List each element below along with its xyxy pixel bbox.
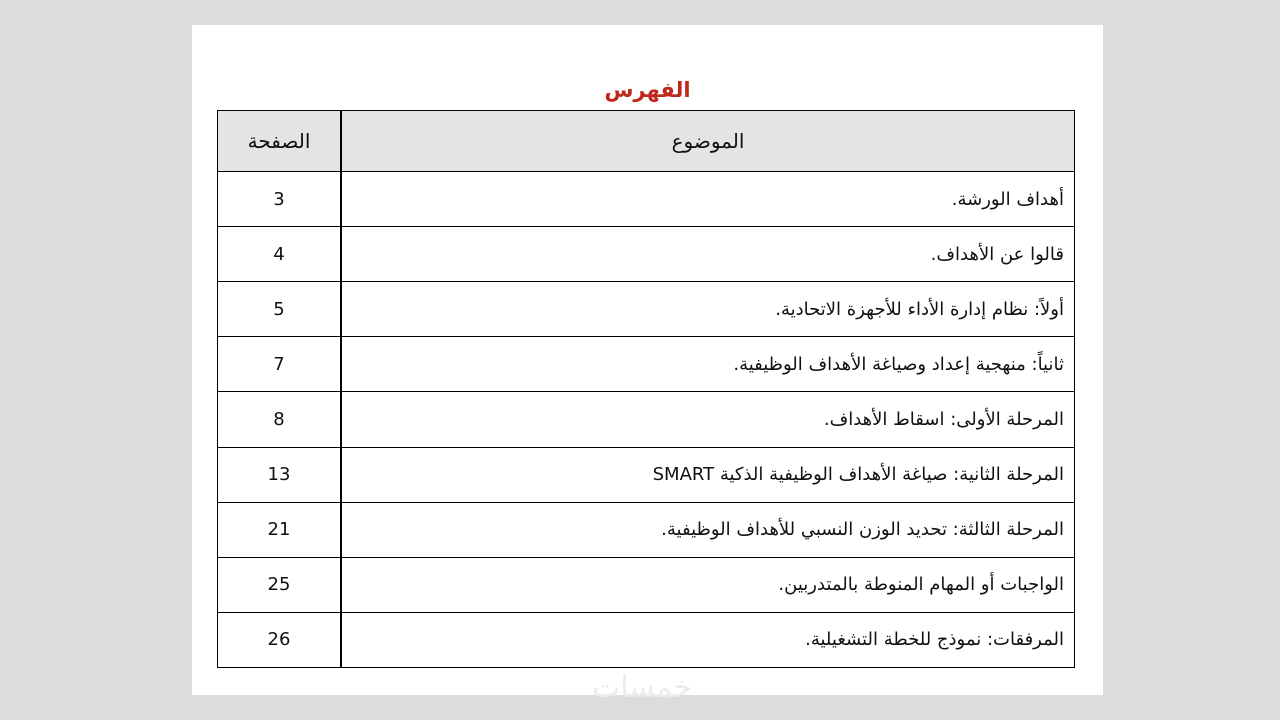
row-topic: ثانياً: منهجية إعداد وصياغة الأهداف الوظيفية. <box>341 337 1075 392</box>
table-row <box>218 282 1075 337</box>
table-row <box>218 557 1075 612</box>
table-row <box>218 612 1075 667</box>
table-row <box>218 447 1075 502</box>
row-page-number: 8 <box>218 392 342 447</box>
table-row <box>218 227 1075 282</box>
row-topic: المرحلة الثانية: صياغة الأهداف الوظيفية الذكية SMART <box>341 447 1075 502</box>
row-topic: المرحلة الثالثة: تحديد الوزن النسبي للأهداف الوظيفية. <box>341 502 1075 557</box>
row-page-number: 4 <box>218 227 342 282</box>
row-page-number: 3 <box>218 172 342 227</box>
row-topic: الواجبات أو المهام المنوطة بالمتدربين. <box>341 557 1075 612</box>
row-page-number: 26 <box>218 612 342 667</box>
row-topic: أولاً: نظام إدارة الأداء للأجهزة الاتحادية. <box>341 282 1075 337</box>
row-page-number: 13 <box>218 447 342 502</box>
header-page: الصفحة <box>218 111 342 172</box>
row-page-number: 5 <box>218 282 342 337</box>
row-topic: قالوا عن الأهداف. <box>341 227 1075 282</box>
table-of-contents <box>217 110 1075 668</box>
table-row <box>218 502 1075 557</box>
row-page-number: 7 <box>218 337 342 392</box>
table-row <box>218 172 1075 227</box>
row-page-number: 25 <box>218 557 342 612</box>
page-title: الفهرس <box>604 78 691 102</box>
row-topic: المرفقات: نموذج للخطة التشغيلية. <box>341 612 1075 667</box>
row-topic: أهداف الورشة. <box>341 172 1075 227</box>
table-row <box>218 337 1075 392</box>
table-row <box>218 392 1075 447</box>
row-topic: المرحلة الأولى: اسقاط الأهداف. <box>341 392 1075 447</box>
row-page-number: 21 <box>218 502 342 557</box>
table-header-row <box>218 111 1075 172</box>
watermark-logo: خمسات <box>591 670 693 705</box>
header-topic: الموضوع <box>341 111 1075 172</box>
document-page <box>192 25 1103 705</box>
